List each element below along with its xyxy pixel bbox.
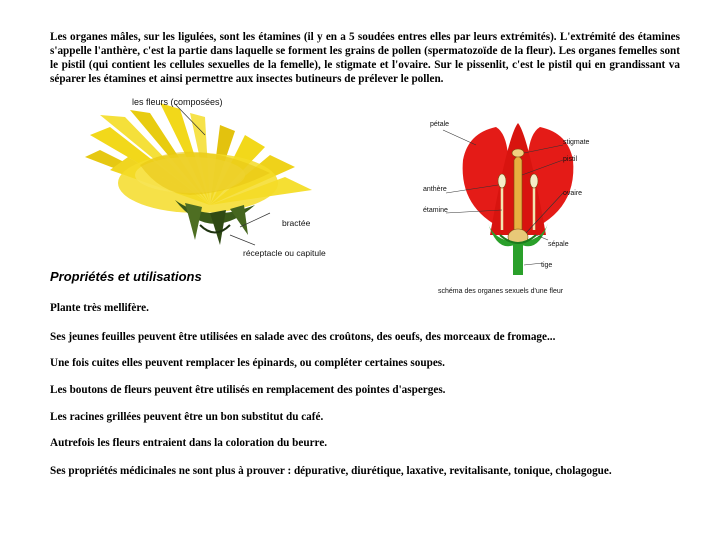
diagram-caption: schéma des organes sexuels d'une fleur xyxy=(438,288,564,295)
property-item: Les boutons de fleurs peuvent être utilisés en remplacement des pointes d'asperges. xyxy=(50,384,446,396)
dandelion-illustration xyxy=(80,95,320,260)
label-flowers: les fleurs (composées) xyxy=(132,97,223,107)
section-heading: Propriétés et utilisations xyxy=(50,269,202,284)
label-pistil: pistil xyxy=(563,156,578,163)
property-item: Ses jeunes feuilles peuvent être utilisées en salade avec des croûtons, des oeufs, des morceaux de fromage... xyxy=(50,331,556,343)
label-ovary: ovaire xyxy=(563,190,583,197)
label-stem: tige xyxy=(541,262,553,269)
label-bract: bractée xyxy=(282,218,311,228)
label-receptacle: réceptacle ou capitule xyxy=(243,248,326,258)
intro-paragraph: Les organes mâles, sur les ligulées, sont les étamines (il y en a 5 soudées entres elles par leurs extrémités). L'extrémité des étamines s'appelle l'anthère, c'est la partie dans laquelle se forment les grains de pollen (spermatozoïde de la fleur). Les organes femelles sont le pistil (qui contient les cellules sexuelles de la femelle), le stigmate et l'ovaire. Sur le pissenlit, c'est le pistil qui en grandissant va séparer les étamines et ainsi permettre aux insectes butineurs de prélever le pollen. xyxy=(50,31,680,85)
property-item: Plante très mellifère. xyxy=(50,302,149,314)
property-item: Une fois cuites elles peuvent remplacer les épinards, ou compléter certaines soupes. xyxy=(50,357,445,369)
property-item: Ses propriétés médicinales ne sont plus à prouver : dépurative, diurétique, laxative, revitalisante, tonique, cholagogue. xyxy=(50,465,612,477)
label-stigma: stigmate xyxy=(563,139,590,146)
label-stamen: étamine xyxy=(423,207,448,214)
label-anther: anthère xyxy=(423,186,447,193)
label-sepal: sépale xyxy=(548,241,569,248)
label-petal: pétale xyxy=(430,121,450,128)
property-item: Autrefois les fleurs entraient dans la coloration du beurre. xyxy=(50,437,328,449)
dandelion-florets xyxy=(85,103,312,213)
dandelion-figure xyxy=(80,95,320,260)
property-item: Les racines grillées peuvent être un bon substitut du café. xyxy=(50,411,324,423)
